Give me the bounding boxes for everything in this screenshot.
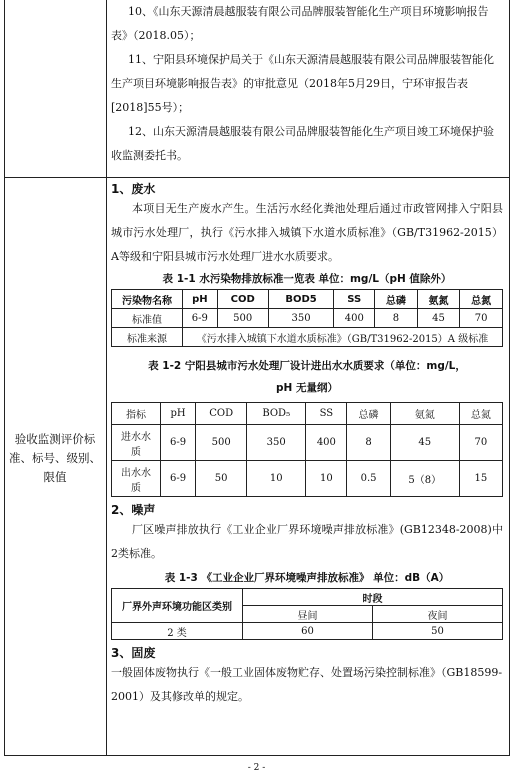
table-header: BOD₅	[247, 403, 306, 425]
table-header: BOD5	[268, 290, 334, 309]
solid-waste-heading: 3、固废	[111, 646, 156, 660]
table-1-1	[111, 289, 503, 347]
solid-waste-paragraph: 一般固体废物执行《一般工业固体废物贮存、处置场污染控制标准》（GB18599-2001）及其修改单的规定。	[111, 666, 503, 703]
reference-list	[111, 0, 503, 168]
table-cell: 标准值	[112, 309, 183, 328]
table-cell: 《污水排入城镇下水道水质标准》（GB/T31962-2015）A 级标准	[183, 328, 503, 347]
page-number: - 2 -	[247, 763, 266, 773]
table-cell: 350	[268, 309, 334, 328]
table-cell: 10	[306, 461, 347, 497]
table-1-1-caption: 表 1-1 水污染物排放标准一览表 单位：mg/L（pH 值除外）	[162, 273, 452, 285]
table-cell: 6-9	[161, 425, 196, 461]
table-cell: 标准来源	[112, 328, 183, 347]
table-header: 厂界外声环境功能区类别	[112, 589, 243, 623]
table-cell: 6-9	[183, 309, 218, 328]
table-header: pH	[183, 290, 218, 309]
table-header: SS	[306, 403, 347, 425]
table-header: COD	[196, 403, 247, 425]
table-header: 总磷	[375, 290, 418, 309]
table-header: 氨氮	[390, 403, 459, 425]
table-cell: 2 类	[112, 623, 243, 640]
wastewater-paragraph: 本项目无生产废水产生。生活污水经化粪池处理后通过市政管网排入宁阳县城市污水处理厂，执行《污水排入城镇下水道水质标准》（GB/T31962-2015）A等级和宁阳县城市污水处理厂进水水质要求。	[111, 202, 503, 263]
table-header: 总氮	[460, 290, 503, 309]
standards-content	[111, 180, 503, 709]
noise-heading: 2、噪声	[111, 503, 156, 517]
table-header: 污染物名称	[112, 290, 183, 309]
table-cell: 8	[375, 309, 418, 328]
table-header: 夜间	[373, 606, 503, 623]
table-header: 时段	[243, 589, 503, 606]
table-header: 总氮	[459, 403, 502, 425]
reference-item: 10、《山东天源清晨越服装有限公司品牌服装智能化生产项目环境影响报告表》（2018.05）；	[111, 5, 489, 42]
table-cell: 0.5	[347, 461, 390, 497]
column-divider	[106, 0, 107, 755]
table-cell: 8	[347, 425, 390, 461]
table-1-2-caption-line2: pH 无量纲）	[276, 382, 338, 394]
table-cell: 400	[306, 425, 347, 461]
table-cell: 70	[459, 425, 502, 461]
table-cell: 400	[334, 309, 375, 328]
table-cell: 进水水质	[112, 425, 161, 461]
table-1-3-caption: 表 1-3 《工业企业厂界环境噪声排放标准》 单位：dB（A）	[164, 572, 450, 584]
wastewater-heading: 1、废水	[111, 182, 156, 196]
table-1-3	[111, 588, 503, 640]
section-label: 验收监测评价标准、标号、级别、限值	[9, 432, 101, 484]
table-header: 氨氮	[417, 290, 460, 309]
table-cell: 45	[390, 425, 459, 461]
table-header: 指标	[112, 403, 161, 425]
table-cell: 6-9	[161, 461, 196, 497]
table-1-2	[111, 402, 503, 497]
table-header: COD	[217, 290, 268, 309]
table-cell: 出水水质	[112, 461, 161, 497]
table-cell: 10	[247, 461, 306, 497]
reference-item: 11、宁阳县环境保护局关于《山东天源清晨越服装有限公司品牌服装智能化生产项目环境影响报告表》的审批意见（2018年5月29日，宁环审报告表[2018]55号）；	[111, 53, 494, 114]
table-cell: 350	[247, 425, 306, 461]
table-cell: 60	[243, 623, 373, 640]
table-1-2-caption: 表 1-2 宁阳县城市污水处理厂设计进出水水质要求（单位：mg/L，	[148, 360, 466, 372]
table-cell: 50	[196, 461, 247, 497]
table-cell: 15	[459, 461, 502, 497]
table-cell: 500	[196, 425, 247, 461]
noise-paragraph: 厂区噪声排放执行《工业企业厂界环境噪声排放标准》(GB12348-2008)中2类标准。	[111, 523, 503, 560]
reference-item: 12、山东天源清晨越服装有限公司品牌服装智能化生产项目竣工环境保护验收监测委托书。	[111, 125, 494, 162]
row-divider	[4, 177, 509, 178]
table-cell: 70	[460, 309, 503, 328]
table-header: 总磷	[347, 403, 390, 425]
table-cell: 50	[373, 623, 503, 640]
table-cell: 5（8）	[390, 461, 459, 497]
table-cell: 500	[217, 309, 268, 328]
table-header: pH	[161, 403, 196, 425]
table-header: SS	[334, 290, 375, 309]
table-header: 昼间	[243, 606, 373, 623]
table-cell: 45	[417, 309, 460, 328]
